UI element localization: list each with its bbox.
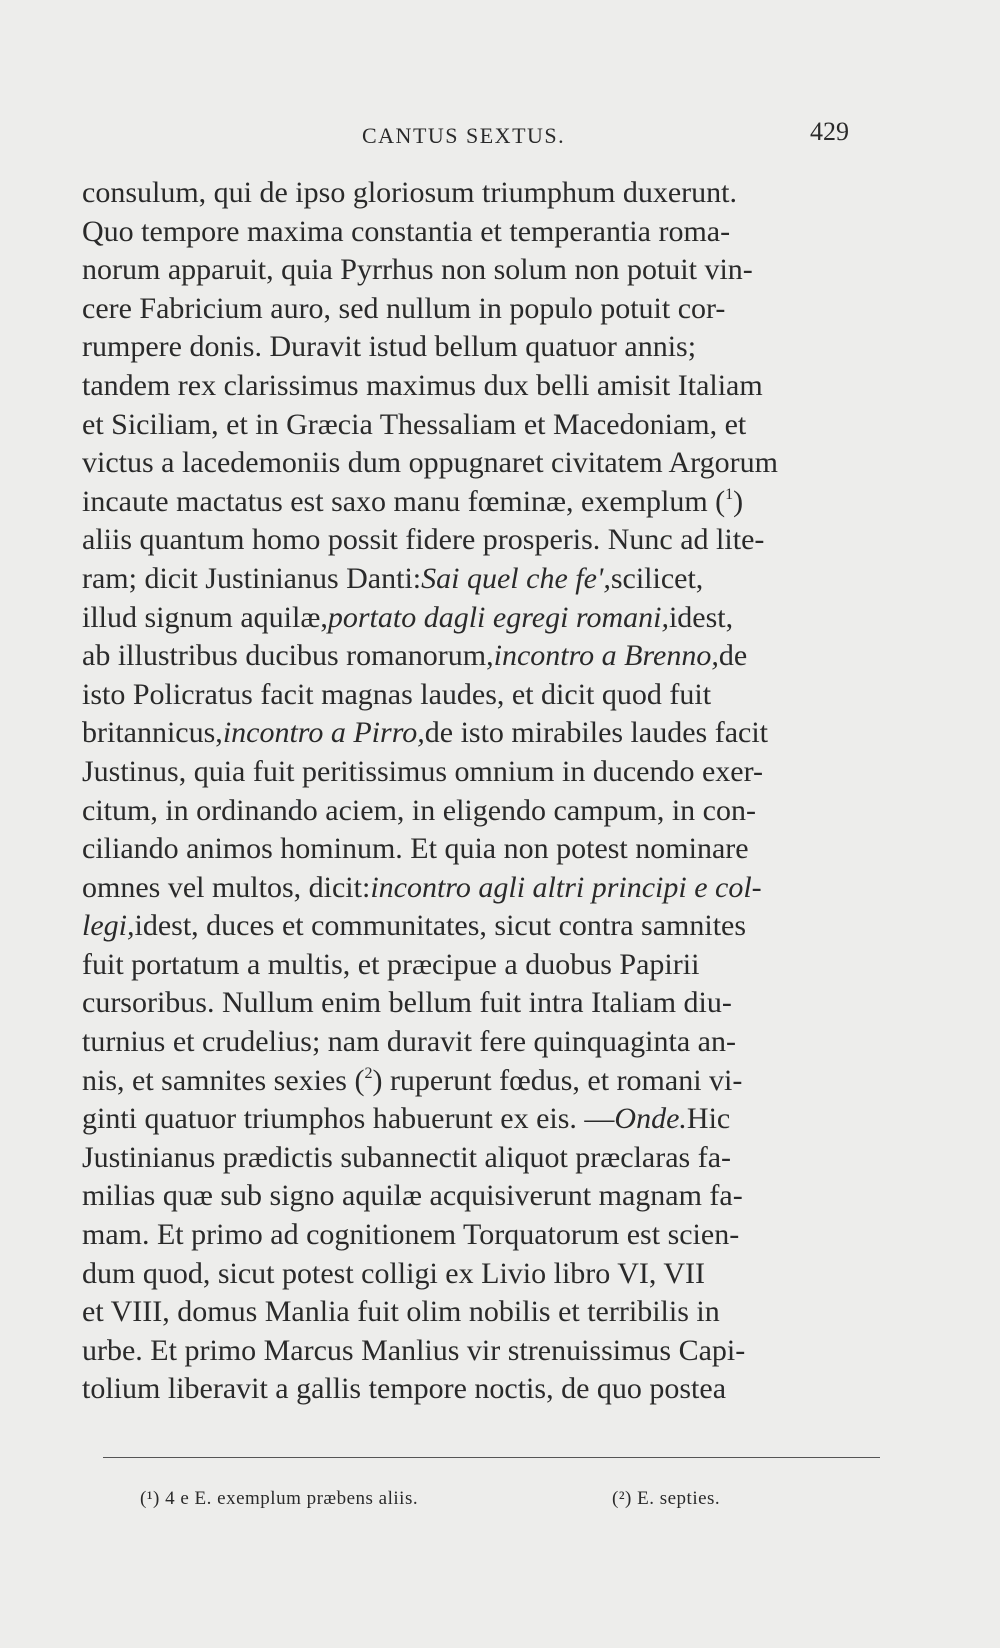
text-line — [82, 792, 882, 831]
line-segment: Hic — [686, 1102, 731, 1136]
line-text: Justinianus prædictis subannectit aliquot præclaras fa- — [82, 1140, 732, 1174]
line-text: citum, in ordinando aciem, in eligendo campum, in con- — [82, 793, 756, 827]
footnote-text: 4 e E. exemplum præbens aliis. — [159, 1488, 419, 1509]
line-text: Quo tempore maxima constantia et temperantia roma- — [82, 214, 731, 248]
line-text: ciliando animos hominum. Et quia non potest nominare — [82, 832, 749, 866]
italic-quote: portato dagli egregi romani, — [327, 600, 669, 634]
line-text: victus a lacedemoniis dum oppugnaret civitatem Argorum — [82, 446, 778, 480]
text-line — [82, 1023, 882, 1062]
line-text: et Siciliam, et in Græcia Thessaliam et Macedoniam, et — [82, 407, 747, 441]
line-text: norum apparuit, quia Pyrrhus non solum non potuit vin- — [82, 253, 753, 287]
line-segment: britannicus, — [82, 716, 223, 750]
text-line — [82, 444, 882, 483]
footnote-ref-1: 1 — [725, 485, 734, 503]
line-segment: ) ruperunt fœdus, et romani vi- — [372, 1063, 743, 1097]
text-line — [82, 290, 882, 329]
text-line — [82, 676, 882, 715]
text-line — [82, 251, 882, 290]
text-line — [82, 907, 882, 946]
italic-quote: incontro a Pirro, — [222, 716, 425, 750]
footnote-ref-2: 2 — [364, 1064, 373, 1082]
line-text — [82, 599, 733, 638]
line-text: milias quæ sub signo aquilæ acquisiverunt magnam fa- — [82, 1179, 743, 1213]
italic-quote: incontro agli altri principi e col- — [370, 870, 762, 904]
text-line — [82, 1293, 882, 1332]
text-line — [82, 483, 882, 522]
line-text: urbe. Et primo Marcus Manlius vir strenuissimus Capi- — [82, 1333, 746, 1367]
text-line — [82, 599, 882, 638]
line-segment: ginti quatuor triumphos habuerunt ex eis. — — [82, 1102, 615, 1136]
line-text: tolium liberavit a gallis tempore noctis, de quo postea — [82, 1372, 727, 1406]
line-text: dum quod, sicut potest colligi ex Livio libro VI, VII — [82, 1256, 705, 1290]
text-line — [82, 830, 882, 869]
line-text — [82, 483, 743, 522]
italic-quote: Onde. — [614, 1102, 687, 1136]
text-line — [82, 1139, 882, 1178]
text-line — [82, 753, 882, 792]
line-segment: ) — [733, 484, 744, 518]
text-line — [82, 1255, 882, 1294]
line-segment: ram; dicit Justinianus Danti: — [82, 561, 422, 595]
line-segment: de isto mirabiles laudes facit — [424, 716, 768, 750]
footnote-text: E. septies. — [631, 1488, 721, 1509]
text-line — [82, 1216, 882, 1255]
footnote-divider — [103, 1457, 880, 1458]
running-title: CANTUS SEXTUS. — [362, 123, 566, 148]
line-segment: idest, duces et communitates, sicut contra samnites — [134, 909, 747, 943]
line-segment: ab illustribus ducibus romanorum, — [82, 639, 494, 673]
text-line — [82, 946, 882, 985]
line-text — [82, 1062, 742, 1101]
italic-quote: legi, — [82, 909, 135, 943]
footnote-mark: (¹) — [140, 1488, 160, 1509]
text-line — [82, 406, 882, 445]
text-line — [82, 1100, 882, 1139]
line-text: Justinus, quia fuit peritissimus omnium in ducendo exer- — [82, 754, 763, 788]
italic-quote: incontro a Brenno, — [493, 639, 719, 673]
footnote-2 — [612, 1488, 720, 1510]
footnote-mark: (²) — [612, 1488, 632, 1509]
line-text — [82, 1100, 730, 1139]
text-line — [82, 213, 882, 252]
line-text: tandem rex clarissimus maximus dux belli amisit Italiam — [82, 368, 763, 402]
line-text: isto Policratus facit magnas laudes, et dicit quod fuit — [82, 677, 712, 711]
line-text: cere Fabricium auro, sed nullum in populo potuit cor- — [82, 291, 726, 325]
line-text: et VIII, domus Manlia fuit olim nobilis et terribilis in — [82, 1295, 720, 1329]
text-line — [82, 328, 882, 367]
line-text: cursoribus. Nullum enim bellum fuit intra Italiam diu- — [82, 986, 732, 1020]
line-segment: illud signum aquilæ, — [82, 600, 328, 634]
body-text — [82, 174, 882, 1409]
text-line — [82, 1332, 882, 1371]
line-segment: nis, et samnites sexies ( — [82, 1063, 365, 1097]
line-text: consulum, qui de ipso gloriosum triumphum duxerunt. — [82, 176, 737, 209]
footnote-1 — [140, 1488, 418, 1510]
line-text: rumpere donis. Duravit istud bellum quatuor annis; — [82, 330, 697, 364]
page-number: 429 — [810, 117, 849, 146]
line-segment: scilicet, — [610, 561, 704, 595]
line-segment: de — [718, 639, 748, 673]
line-text: mam. Et primo ad cognitionem Torquatorum est scien- — [82, 1218, 740, 1252]
line-text — [82, 714, 768, 753]
line-segment: incaute mactatus est saxo manu fœminæ, exemplum ( — [82, 484, 726, 518]
text-line — [82, 984, 882, 1023]
line-text: aliis quantum homo possit fidere prosperis. Nunc ad lite- — [82, 523, 765, 557]
text-line — [82, 1062, 882, 1101]
text-line — [82, 174, 882, 213]
text-line — [82, 560, 882, 599]
text-line — [82, 1370, 882, 1409]
text-line — [82, 521, 882, 560]
line-text: fuit portatum a multis, et præcipue a duobus Papirii — [82, 947, 700, 981]
text-line — [82, 869, 882, 908]
line-text — [82, 869, 762, 908]
line-text — [82, 907, 746, 946]
text-line — [82, 367, 882, 406]
line-segment: idest, — [668, 600, 734, 634]
text-line — [82, 637, 882, 676]
line-text — [82, 637, 747, 676]
italic-quote: Sai quel che fe', — [421, 561, 611, 595]
text-line — [82, 1177, 882, 1216]
line-text: turnius et crudelius; nam duravit fere quinquaginta an- — [82, 1025, 736, 1059]
line-text — [82, 560, 703, 599]
line-segment: omnes vel multos, dicit: — [82, 870, 371, 904]
text-line — [82, 714, 882, 753]
